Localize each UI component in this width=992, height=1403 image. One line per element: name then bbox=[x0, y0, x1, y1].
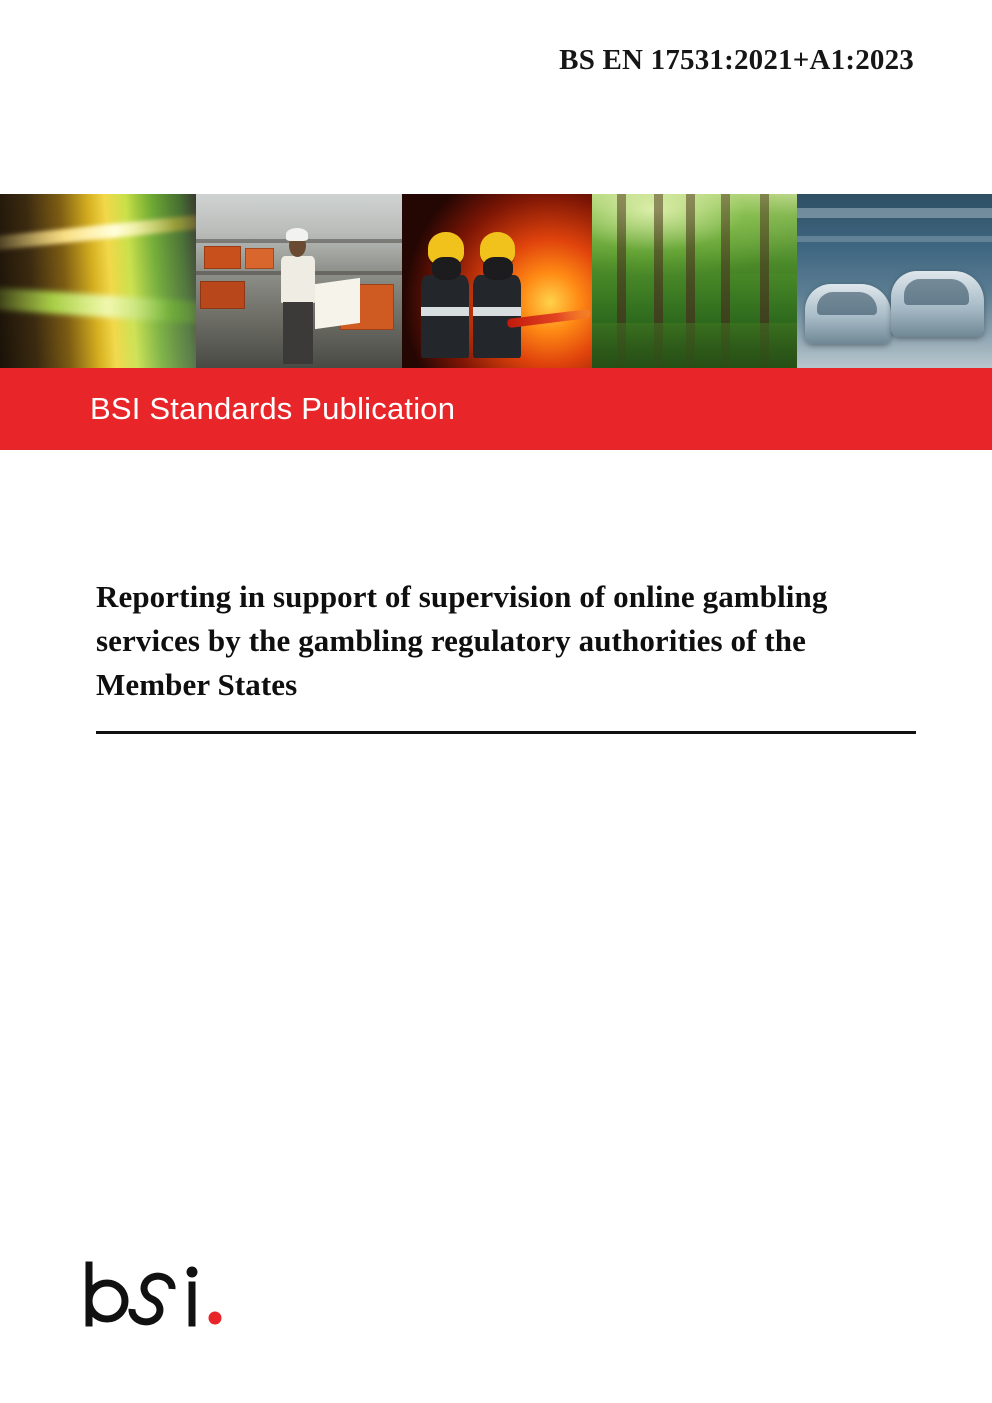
reflective-stripe bbox=[421, 307, 469, 316]
standards-publication-banner bbox=[0, 368, 992, 450]
light-trails-photo bbox=[0, 194, 196, 368]
firefighter-figure bbox=[419, 232, 476, 357]
firefighter-mask bbox=[483, 257, 513, 280]
title-block bbox=[96, 575, 916, 734]
title-divider bbox=[96, 731, 916, 734]
storage-box bbox=[204, 246, 241, 269]
worker-legs bbox=[283, 302, 313, 365]
ceiling-light-beam bbox=[797, 208, 992, 218]
car-window bbox=[904, 279, 970, 305]
page-title: Reporting in support of supervision of online gambling services by the gambling regulatory authorities of the Member States bbox=[96, 579, 828, 703]
paperwork-sheet bbox=[315, 278, 360, 330]
cover-image-strip bbox=[0, 194, 992, 368]
car-body bbox=[805, 284, 891, 343]
forest-photo bbox=[592, 194, 797, 368]
warehouse-worker-photo bbox=[196, 194, 402, 368]
reflective-stripe bbox=[473, 307, 521, 316]
firefighter-mask bbox=[432, 257, 462, 280]
bsi-logo bbox=[82, 1261, 232, 1341]
firefighter-figure bbox=[470, 232, 527, 357]
storage-box bbox=[200, 281, 245, 309]
standard-number: BS EN 17531:2021+A1:2023 bbox=[559, 44, 914, 76]
car-window bbox=[817, 292, 877, 316]
car-body bbox=[891, 271, 985, 337]
banner-label: BSI Standards Publication bbox=[90, 391, 456, 426]
car-production-photo bbox=[797, 194, 992, 368]
worker-cap bbox=[286, 228, 308, 241]
ceiling-light-beam bbox=[797, 236, 992, 242]
firefighters-photo bbox=[402, 194, 592, 368]
worker-torso bbox=[281, 256, 316, 303]
forest-floor bbox=[592, 323, 797, 368]
